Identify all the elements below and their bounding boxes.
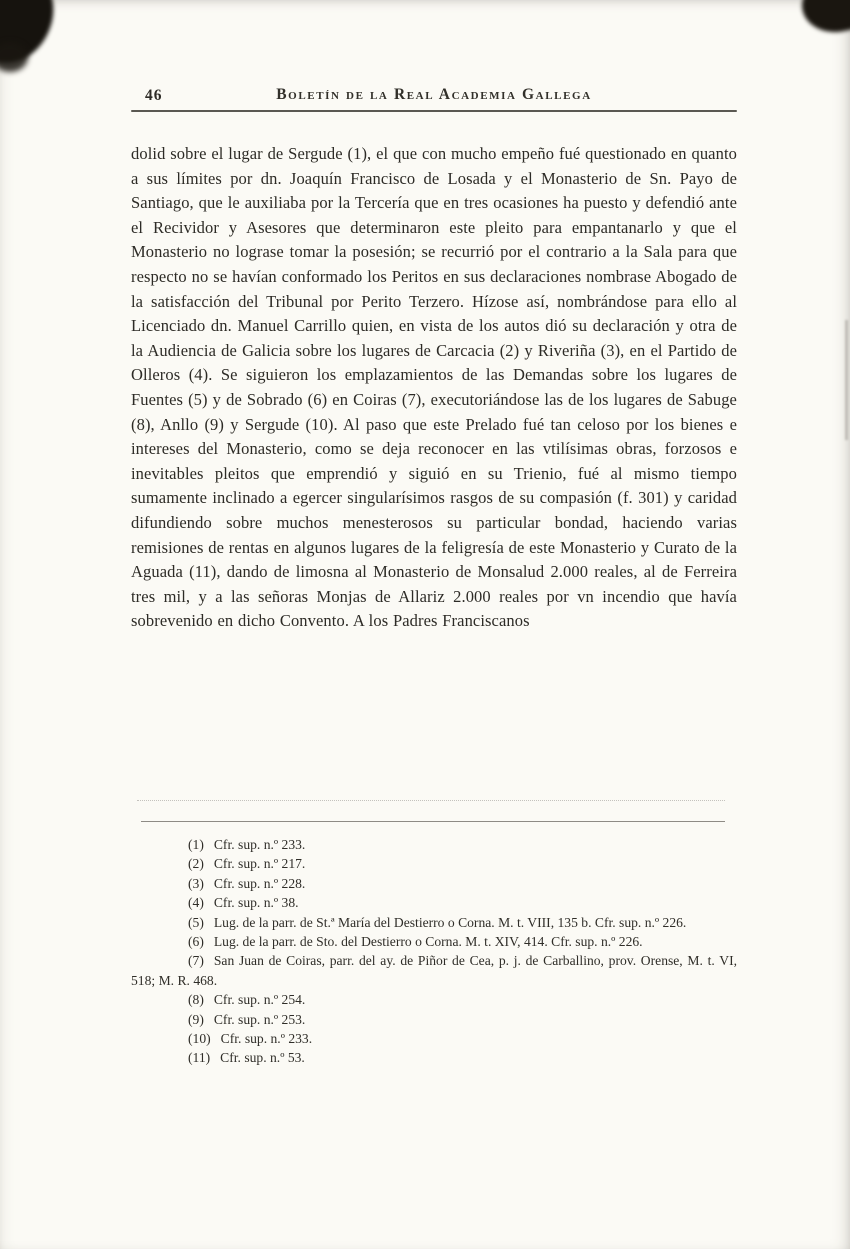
footnote-number: (10): [188, 1031, 211, 1047]
footnote-number: (6): [188, 934, 204, 950]
footnote-item: [131, 835, 737, 854]
footnote-text: Lug. de la parr. de St.ª María del Destierro o Corna. M. t. VIII, 135 b. Cfr. sup. n.º 226.: [213, 914, 687, 930]
footnote-number: (11): [188, 1050, 211, 1066]
footnote-number: (9): [188, 1011, 204, 1027]
page-header: [131, 86, 737, 106]
footnote-item: [131, 874, 737, 893]
footnote-separator: [141, 821, 725, 822]
text-block: [131, 86, 737, 1068]
footnote-item: [131, 951, 737, 990]
footnote-item: [131, 854, 737, 873]
footnote-text: Cfr. sup. n.º 53.: [220, 1050, 305, 1066]
footnote-item: [131, 1010, 737, 1029]
footnote-text: Cfr. sup. n.º 233.: [213, 837, 306, 852]
footnote-number: (8): [188, 992, 204, 1008]
footnote-text: San Juan de Coiras, parr. del ay. de Piñor de Cea, p. j. de Carballino, prov. Orense, M. t. VI, 518; M. R. 468.: [131, 953, 737, 988]
scan-artifact-dotted-line: [137, 800, 725, 801]
footnote-text: Cfr. sup. n.º 228.: [213, 875, 306, 891]
footnote-text: Cfr. sup. n.º 233.: [220, 1031, 313, 1047]
header-rule: [131, 110, 737, 112]
footnote-text: Lug. de la parr. de Sto. del Destierro o Corna. M. t. XIV, 414. Cfr. sup. n.º 226.: [213, 934, 643, 950]
footnote-item: [131, 990, 737, 1009]
footnote-item: [131, 1029, 737, 1048]
footnote-item: [131, 1048, 737, 1067]
footnote-number: (4): [188, 895, 204, 911]
footnote-text: Cfr. sup. n.º 254.: [213, 992, 306, 1008]
footnote-number: (2): [188, 856, 204, 872]
scan-artifact-top-left: [0, 0, 64, 73]
footnote-number: (1): [188, 837, 204, 852]
footnote-number: (5): [188, 914, 204, 930]
footnote-text: Cfr. sup. n.º 253.: [213, 1011, 306, 1027]
scan-artifact-top-left-2: [0, 42, 28, 72]
footnote-number: (3): [188, 875, 204, 891]
scan-artifact-right-edge: [845, 320, 848, 440]
journal-title: Boletín de la Real Academia Gallega: [276, 86, 592, 103]
body-paragraph: dolid sobre el lugar de Sergude (1), el que con mucho empeño fué questionado en quanto a sus límites por dn. Joaquín Francisco de Losada y el Monasterio de Sn. Payo de Santiago, que le auxiliaba por la Tercería que en tres ocasiones ha puesto y defendió ante el Recividor y Asesores que determinaron este pleito para empantanarlo y que el Monasterio no lograse tomar la posesión; se recurrió por el contrario a la Sala para que respecto no se havían conformado los Peritos en sus declaraciones nombrase Abogado de la satisfacción del Tribunal por Perito Terzero. Hízose así, nombrándose para ello al Licenciado dn. Manuel Carrillo quien, en vista de los autos dió su declaración y otra de la Audiencia de Galicia sobre los lugares de Carcacia (2) y Riveriña (3), en el Partido de Olleros (4). Se siguieron los emplazamientos de las Demandas sobre los lugares de Fuentes (5) y de Sobrado (6) en Coiras (7), executoriándose las de los lugares de Sabuge (8), Anllo (9) y Sergude (10). Al paso que este Prelado fué tan celoso por los bienes e intereses del Monasterio, como se deja reconocer en las vtilísimas obras, forzosos e inevitables pleitos que emprendió y siguió en su Trienio, fué al mismo tiempo sumamente inclinado a egercer singularísimos rasgos de su compasión (f. 301) y caridad difundiendo sobre muchos menesterosos su particular bondad, haciendo varias remisiones de rentas en algunos lugares de la feligresía de este Monasterio y Curato de la Aguada (11), dando de limosna al Monasterio de Monsalud 2.000 reales, al de Ferreira tres mil, y a las señoras Monjas de Allariz 2.000 reales por vn incendio que havía sobrevenido en dicho Convento. A los Padres Franciscanos: [131, 144, 737, 631]
footnote-item: [131, 893, 737, 912]
footnotes-section: [131, 835, 737, 1068]
footnote-number: (7): [188, 953, 204, 969]
page-number: 46: [145, 87, 163, 104]
footnote-item: [131, 913, 737, 932]
footnote-item: [131, 932, 737, 951]
scan-artifact-top-right: [797, 0, 850, 39]
footnote-text: Cfr. sup. n.º 217.: [213, 856, 306, 872]
footnote-text: Cfr. sup. n.º 38.: [213, 895, 299, 911]
